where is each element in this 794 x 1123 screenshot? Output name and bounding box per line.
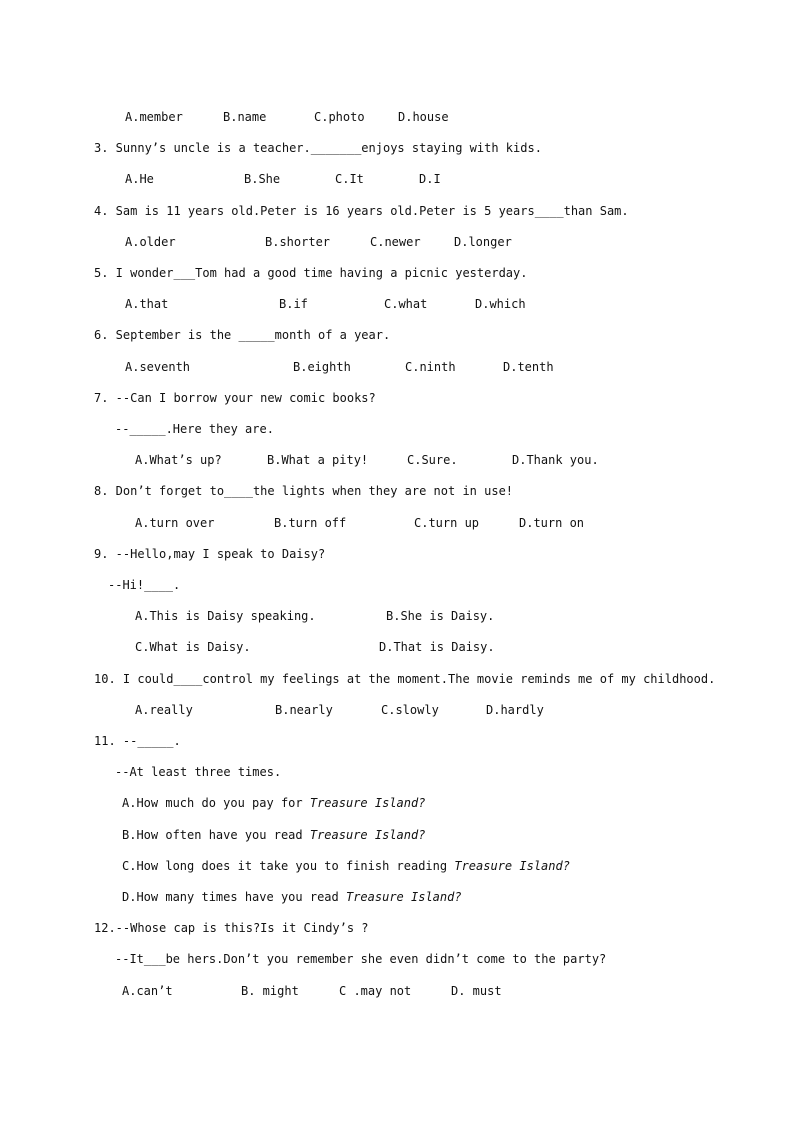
q6-option-d: D.tenth	[503, 360, 554, 374]
q8-option-b: B.turn off	[274, 516, 347, 530]
q2-option-a: A.member	[125, 110, 183, 124]
q2-option-c: C.photo	[314, 110, 365, 124]
q8-stem: 8. Don’t forget to____the lights when they are not in use!	[94, 484, 514, 498]
q11-option-c	[122, 858, 570, 874]
q6-stem: 6. September is the _____month of a year.	[94, 328, 391, 342]
q11-stem: 11. --_____.	[94, 734, 181, 748]
q11-option-c-title: Treasure Island?	[454, 859, 570, 873]
q10-option-d: D.hardly	[486, 703, 544, 717]
q7-stem: 7. --Can I borrow your new comic books?	[94, 391, 376, 405]
q6-option-a: A.seventh	[125, 360, 191, 374]
q9-option-b: B.She is Daisy.	[386, 609, 495, 623]
q10-option-b: B.nearly	[275, 703, 333, 717]
q9-stem: 9. --Hello,may I speak to Daisy?	[94, 547, 326, 561]
q11-option-d	[122, 889, 462, 905]
q3-option-c: C.It	[335, 172, 364, 186]
q6-option-b: B.eighth	[293, 360, 351, 374]
q9-option-a: A.This is Daisy speaking.	[135, 609, 316, 623]
q4-option-b: B.shorter	[265, 235, 331, 249]
q11-option-d-text: D.How many times have you read	[122, 890, 346, 904]
q9-reply: --Hi!____.	[108, 578, 181, 592]
q11-option-b-title: Treasure Island?	[309, 828, 426, 842]
q3-option-d: D.I	[419, 172, 441, 186]
q11-option-a-title: Treasure Island?	[309, 796, 426, 810]
q5-option-a: A.that	[125, 297, 169, 311]
q11-option-b	[122, 827, 425, 843]
q12-option-d: D. must	[451, 984, 502, 998]
q11-option-a	[122, 795, 425, 811]
q11-option-c-text: C.How long does it take you to finish reading	[122, 859, 455, 873]
q2-option-b: B.name	[223, 110, 267, 124]
q3-option-a: A.He	[125, 172, 154, 186]
q7-option-a: A.What’s up?	[135, 453, 222, 467]
q11-option-b-text: B.How often have you read	[122, 828, 310, 842]
q8-option-d: D.turn on	[519, 516, 585, 530]
q5-option-c: C.what	[384, 297, 428, 311]
q7-option-d: D.Thank you.	[512, 453, 599, 467]
q11-option-d-title: Treasure Island?	[345, 890, 462, 904]
q5-option-b: B.if	[279, 297, 308, 311]
q6-option-c: C.ninth	[405, 360, 456, 374]
q8-option-c: C.turn up	[414, 516, 480, 530]
q12-option-c: C .may not	[339, 984, 412, 998]
q7-option-b: B.What a pity!	[267, 453, 369, 467]
q8-option-a: A.turn over	[135, 516, 215, 530]
q12-option-a: A.can’t	[122, 984, 173, 998]
q4-stem: 4. Sam is 11 years old.Peter is 16 years old.Peter is 5 years____than Sam.	[94, 204, 629, 218]
q10-option-a: A.really	[135, 703, 193, 717]
q10-option-c: C.slowly	[381, 703, 439, 717]
q9-option-c: C.What is Daisy.	[135, 640, 251, 654]
q12-option-b: B. might	[241, 984, 299, 998]
q7-reply: --_____.Here they are.	[115, 422, 274, 436]
q11-option-a-text: A.How much do you pay for	[122, 796, 310, 810]
q2-option-d: D.house	[398, 110, 449, 124]
q3-stem: 3. Sunny’s uncle is a teacher._______enjoys staying with kids.	[94, 141, 542, 155]
q9-option-d: D.That is Daisy.	[379, 640, 495, 654]
q4-option-c: C.newer	[370, 235, 421, 249]
q4-option-a: A.older	[125, 235, 176, 249]
q3-option-b: B.She	[244, 172, 281, 186]
q5-option-d: D.which	[475, 297, 526, 311]
q12-reply: --It___be hers.Don’t you remember she even didn’t come to the party?	[115, 952, 607, 966]
q4-option-d: D.longer	[454, 235, 512, 249]
q10-stem: 10. I could____control my feelings at the moment.The movie reminds me of my childhood.	[94, 672, 716, 686]
q7-option-c: C.Sure.	[407, 453, 458, 467]
q11-reply: --At least three times.	[115, 765, 282, 779]
q5-stem: 5. I wonder___Tom had a good time having a picnic yesterday.	[94, 266, 528, 280]
q12-stem: 12.--Whose cap is this?Is it Cindy’s ?	[94, 921, 369, 935]
